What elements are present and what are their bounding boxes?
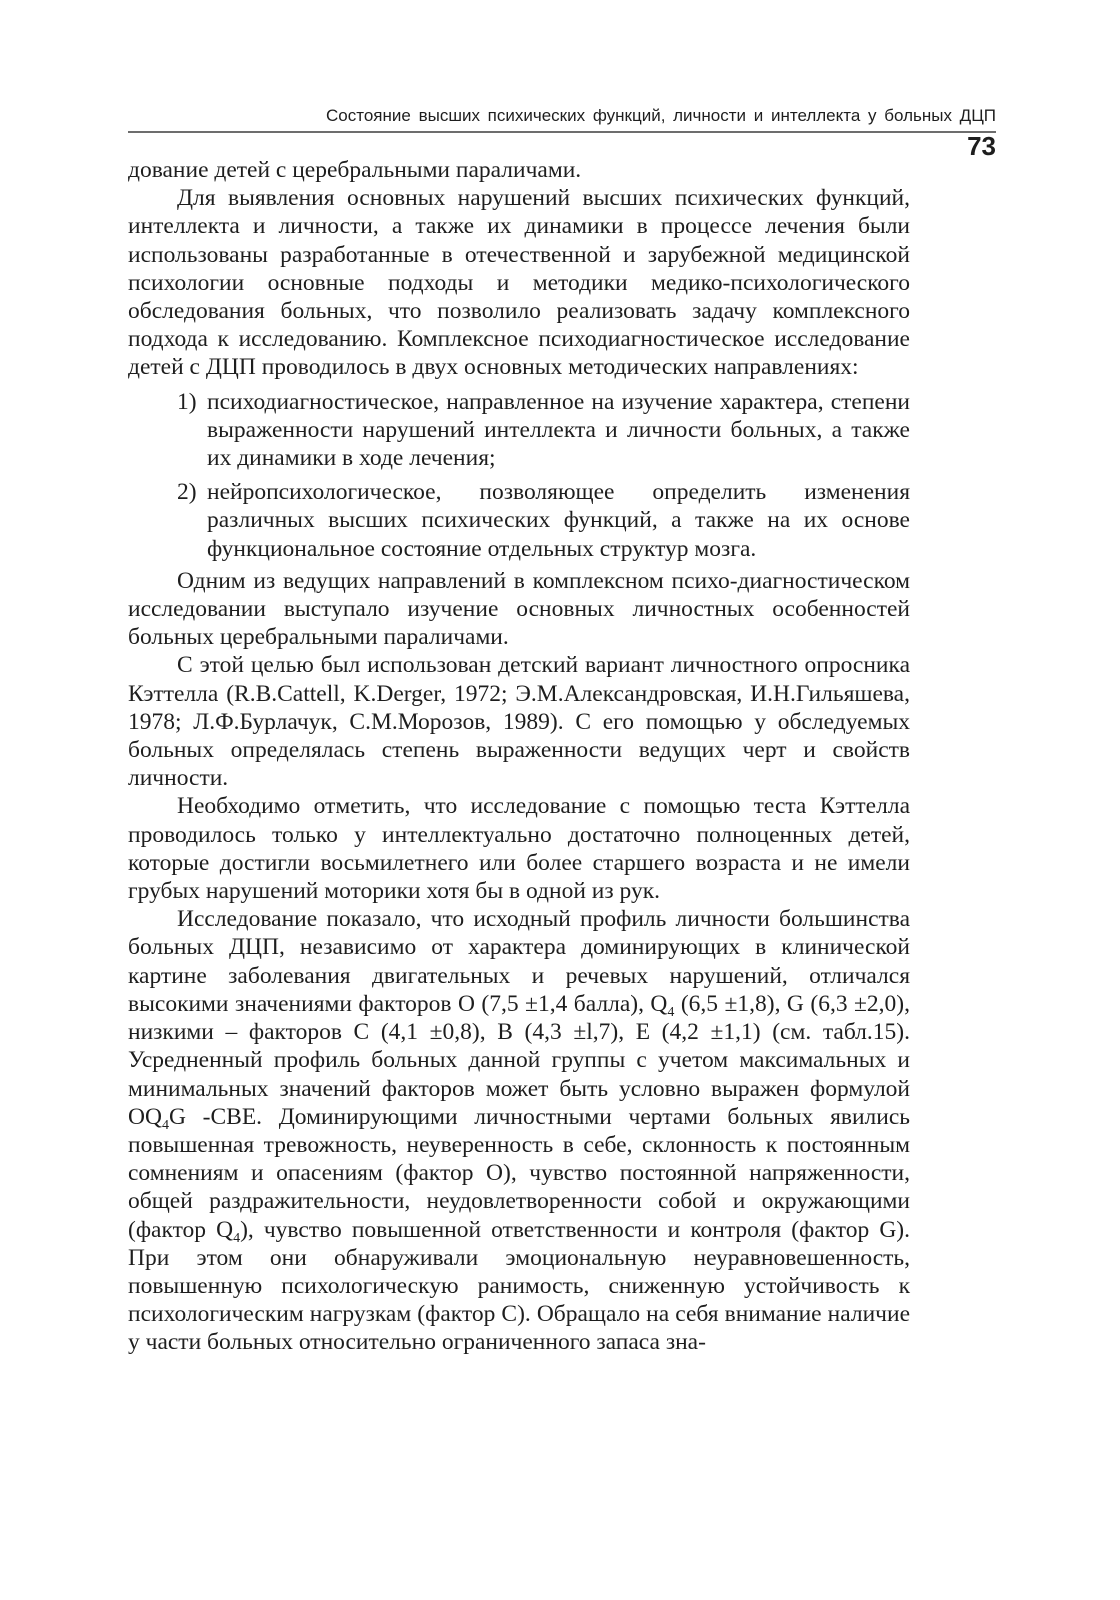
list-item	[128, 388, 910, 473]
page-body	[128, 156, 910, 1357]
subscript: 4	[667, 1004, 675, 1020]
text-run: G -CBE. Доминирующими личностными чертами больных явились повышенная тревожность, неуверенность в себе, склонность к постоянным сомнениям и опасениям (фактор O), чувство постоянной напряженности, общей раздражительности, неудовлетворенности собой и окружающими (фактор Q	[128, 1103, 910, 1243]
text-run: ), чувство повышенной ответственности и контроля (фактор G). При этом они обнаруживали эмоциональную неуравновешенность, повышенную психологическую ранимость, сниженную устойчивость к психологическим нагрузкам (фактор C). Обращало на себя внимание наличие у части больных относительно ограниченного запаса зна-	[128, 1216, 910, 1356]
running-header	[128, 104, 996, 133]
running-title: Состояние высших психических функций, личности и интеллекта у больных ДЦП	[326, 106, 996, 125]
list-item-text: нейропсихологическое, позволяющее определить изменения различных высших психических функций, а также на их основе функциональное состояние отдельных структур мозга.	[207, 479, 910, 562]
list-marker: 2)	[177, 479, 197, 506]
paragraph-cattell: С этой целью был использован детский вариант личностного опросника Кэттелла (R.B.Cattell, K.Derger, 1972; Э.М.Александровская, И.Н.Гильяшева, 1978; Л.Ф.Бурлачук, С.М.Морозов, 1989). С его помощью у обследуемых больных определялась степень выраженности ведущих черт и свойств личности.	[128, 652, 910, 792]
subscript: 4	[161, 1117, 169, 1133]
page-number: 73	[967, 131, 996, 161]
list-item	[128, 478, 910, 563]
paragraph-note: Необходимо отметить, что исследование с помощью теста Кэттелла проводилось только у интеллектуально достаточно полноценных детей, которые достигли восьмилетнего или более старшего возраста и не имели грубых нарушений моторики хотя бы в одной из рук.	[128, 793, 910, 905]
paragraph-directions: Одним из ведущих направлений в комплексном психо-диагностическом исследовании выступало изучение основных личностных особенностей больных церебральными параличами.	[128, 567, 910, 651]
paragraph-continued: дование детей с церебральными параличами.	[128, 157, 582, 183]
paragraph-results	[128, 905, 910, 1356]
list-item-text: психодиагностическое, направленное на изучение характера, степени выраженности нарушений интеллекта и личности больных, а также их динамики в ходе лечения;	[207, 388, 910, 472]
list-marker: 1)	[177, 388, 197, 415]
subscript: 4	[233, 1230, 241, 1246]
text-run: Исследование показало, что исходный профиль личности большинства больных ДЦП, независимо от характера доминирующих в клинической картине заболевания двигательных и речевых нарушений, отличался высокими значениями факторов O (7,5 ±1,4 балла), Q	[128, 906, 910, 1017]
text-run: (6,5 ±1,8), G (6,3 ±2,0), низкими – факторов C (4,1 ±0,8), B (4,3 ±l,7), E (4,2 ±1,1) (см. табл.15). Усредненный профиль больных данной группы с учетом максимальных и минимальных значений факторов может быть условно выражен формулой OQ	[128, 990, 910, 1130]
paragraph-methods: Для выявления основных нарушений высших психических функций, интеллекта и личности, а также их динамики в процессе лечения были использованы разработанные в отечественной и зарубежной медицинской психологии основные подходы и методики медико-психологического обследования больных, что позволило реализовать задачу комплексного подхода к исследованию. Комплексное психодиагностическое исследование детей с ДЦП проводилось в двух основных методических направлениях:	[128, 185, 910, 381]
